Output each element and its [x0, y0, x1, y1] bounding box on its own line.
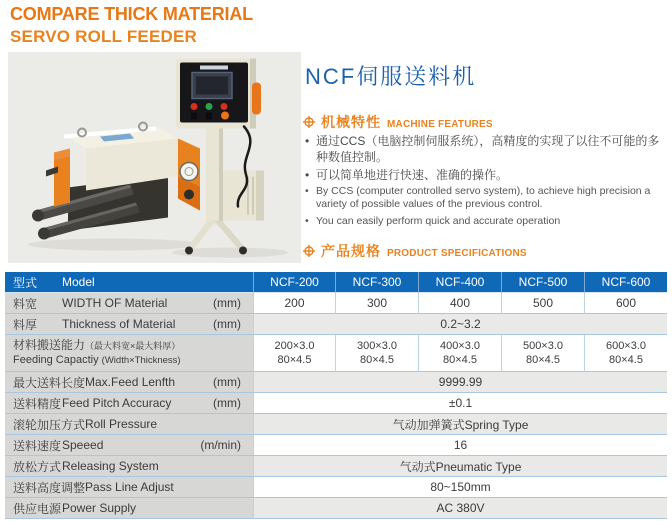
row-en-label: Pass Line Adjust [85, 480, 174, 494]
value-cell: 200 [253, 293, 335, 314]
row-cn-label: 料厚 [13, 317, 38, 332]
feature-list [305, 133, 669, 232]
feature-item: • 可以简单地进行快速、准确的操作。 [305, 167, 669, 183]
span-value-cell: 80~150mm [253, 477, 667, 498]
table-row [5, 314, 667, 335]
crosshair-icon [303, 245, 315, 257]
table-row [5, 435, 667, 456]
span-value-cell: 气动加弹簧式Spring Type [253, 414, 667, 435]
row-en-label: Releasing System [62, 459, 159, 473]
model-header-cell: NCF-400 [418, 272, 501, 293]
table-row [5, 335, 667, 372]
row-label-cell [5, 314, 253, 335]
value-cell: 400×3.0 80×4.5 [418, 335, 501, 372]
spec-table-body [5, 272, 667, 519]
table-row [5, 456, 667, 477]
row-label-cell [5, 293, 253, 314]
row-label-cell [5, 456, 253, 477]
product-photo [8, 52, 301, 263]
page-subtitle: SERVO ROLL FEEDER [10, 26, 197, 46]
row-label-cell [5, 435, 253, 456]
row-en-label: Feeding Capactiy [13, 354, 102, 366]
row-en-label: Speeed [62, 438, 104, 452]
header-cn-label: 型式 [13, 275, 38, 290]
span-value-cell: AC 380V [253, 498, 667, 519]
features-heading-cn: 机械特性 [321, 114, 381, 130]
value-cell: 200×3.0 80×4.5 [253, 335, 335, 372]
model-header-cell: NCF-300 [335, 272, 418, 293]
row-label-cell [5, 335, 253, 372]
spec-table [5, 272, 667, 519]
model-header-cell: NCF-500 [501, 272, 584, 293]
product-name: NCF伺服送料机 [305, 64, 477, 89]
row-label-cell [5, 414, 253, 435]
row-label-cell [5, 393, 253, 414]
span-value-cell: 0.2~3.2 [253, 314, 667, 335]
row-cn-label: 滚轮加压方式 [13, 417, 86, 432]
row-unit-label: (m/min) [200, 438, 241, 452]
machine-illustration [8, 52, 301, 263]
row-label-cell [5, 498, 253, 519]
row-cn-label: 放松方式 [13, 459, 62, 474]
row-cn-label: 供应电源 [13, 501, 62, 516]
row-label-cell [5, 477, 253, 498]
right-column [305, 60, 667, 91]
row-unit-label: (mm) [213, 317, 241, 331]
row-en-label: Power Supply [62, 501, 137, 515]
model-header-cell: NCF-200 [253, 272, 335, 293]
crosshair-icon [303, 116, 315, 128]
features-heading-en: MACHINE FEATURES [387, 119, 493, 130]
page-title: COMPARE THICK MATERIAL [10, 4, 253, 24]
row-en-label: Thickness of Material [62, 317, 176, 331]
row-cn-label: 送料速度 [13, 438, 62, 453]
span-value-cell: 9999.99 [253, 372, 667, 393]
row-en-label: Roll Pressure [85, 417, 158, 431]
table-row [5, 414, 667, 435]
specs-heading [303, 241, 527, 261]
model-header-cell: NCF-600 [584, 272, 667, 293]
specs-heading-cn: 产品规格 [321, 243, 381, 259]
value-cell: 400 [418, 293, 501, 314]
feature-item: • By CCS (computer controlled servo system), to achieve high precision a variety of possible values of the previous control. [305, 185, 669, 211]
value-cell: 300 [335, 293, 418, 314]
table-row [5, 393, 667, 414]
row-cn-label: 送料精度 [13, 396, 62, 411]
row-label-cell [5, 372, 253, 393]
table-row [5, 498, 667, 519]
feeder-machine [28, 123, 200, 251]
span-value-cell: ±0.1 [253, 393, 667, 414]
header-en-label: Model [62, 275, 95, 289]
row-cn-label: 最大送料长度 [13, 375, 86, 390]
header-label-cell [5, 272, 253, 293]
row-cn-label: 材料搬送能力 [13, 338, 86, 352]
row-en-label: WIDTH OF Material [62, 296, 168, 310]
row-cn-sublabel: （最大料宽×最大料厚） [85, 341, 181, 351]
row-unit-label: (mm) [213, 375, 241, 389]
table-row [5, 293, 667, 314]
row-unit-label: (mm) [213, 296, 241, 310]
value-cell: 500×3.0 80×4.5 [501, 335, 584, 372]
value-cell: 300×3.0 80×4.5 [335, 335, 418, 372]
feature-item: • You can easily perform quick and accurate operation [305, 215, 669, 228]
row-cn-label: 料宽 [13, 296, 38, 311]
value-cell: 500 [501, 293, 584, 314]
specs-heading-en: PRODUCT SPECIFICATIONS [387, 248, 527, 259]
table-header-row [5, 272, 667, 293]
span-value-cell: 16 [253, 435, 667, 456]
row-en-label: Max.Feed Lenfth [85, 375, 176, 389]
table-row [5, 477, 667, 498]
masthead [10, 3, 253, 47]
row-unit-label: (mm) [213, 396, 241, 410]
row-cn-label: 送料高度调整 [13, 480, 86, 495]
value-cell: 600 [584, 293, 667, 314]
span-value-cell: 气动式Pneumatic Type [253, 456, 667, 477]
row-en-sublabel: (Width×Thickness) [101, 355, 181, 366]
feature-item: • 通过CCS（电脑控制伺服系统），高精度的实现了以往不可能的多种数值控制。 [305, 133, 669, 165]
value-cell: 600×3.0 80×4.5 [584, 335, 667, 372]
row-en-label: Feed Pitch Accuracy [62, 396, 172, 410]
table-row [5, 372, 667, 393]
features-heading [303, 112, 493, 132]
